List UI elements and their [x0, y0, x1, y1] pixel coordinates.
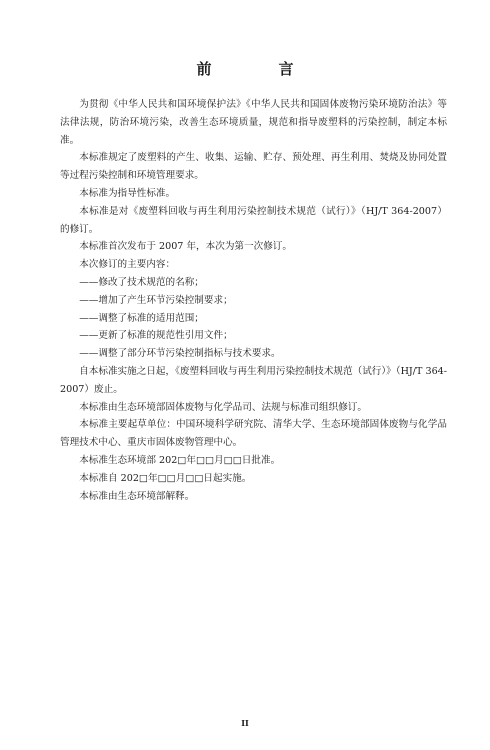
page-title: 前 言 — [196, 60, 320, 78]
paragraph: 本次修订的主要内容： — [79, 259, 176, 271]
paragraph: 本标准首次发布于 2007 年，本次为第一次修订。 — [79, 241, 292, 253]
list-item: ——更新了标准的规范性引用文件； — [79, 330, 233, 342]
paragraph: 本标准为指导性标准。 — [79, 187, 176, 199]
list-item: ——调整了部分环节污染控制指标与技术要求。 — [79, 348, 281, 360]
paragraph: 为贯彻《中华人民共和国环境保护法》《中华人民共和国固体废物污染环境防治法》等法律法规，防治环境污染，改善生态环境质量，规范和指导废塑料的污染控制，制定本标准。 — [60, 99, 447, 146]
paragraph: 本标准由生态环境部固体废物与化学品司、法规与标准司组织修订。 — [79, 401, 367, 413]
paragraph: 本标准是对《废塑料回收与再生利用污染控制技术规范（试行）》（HJ/T 364-2007）的修订。 — [60, 205, 447, 235]
list-item: ——增加了产生环节污染控制要求； — [79, 294, 233, 306]
list-item: ——调整了标准的适用范围； — [79, 312, 204, 324]
list-item: ——修改了技术规范的名称； — [79, 276, 204, 288]
paragraph: 本标准主要起草单位：中国环境科学研究院、清华大学、生态环境部固体废物与化学品管理技术中心、重庆市固体废物管理中心。 — [60, 419, 447, 449]
page-number: II — [241, 718, 249, 728]
paragraph: 本标准生态环境部 202□年□□月□□日批准。 — [79, 454, 281, 466]
paragraph: 本标准规定了废塑料的产生、收集、运输、贮存、预处理、再生利用、焚烧及协同处置等过程污染控制和环境管理要求。 — [60, 152, 447, 182]
foreword-body — [60, 96, 447, 505]
paragraph: 本标准由生态环境部解释。 — [79, 490, 195, 502]
paragraph: 自本标准实施之日起，《废塑料回收与再生利用污染控制技术规范（试行）》（HJ/T 364-2007）废止。 — [60, 365, 448, 395]
paragraph: 本标准自 202□年□□月□□日起实施。 — [79, 472, 252, 484]
